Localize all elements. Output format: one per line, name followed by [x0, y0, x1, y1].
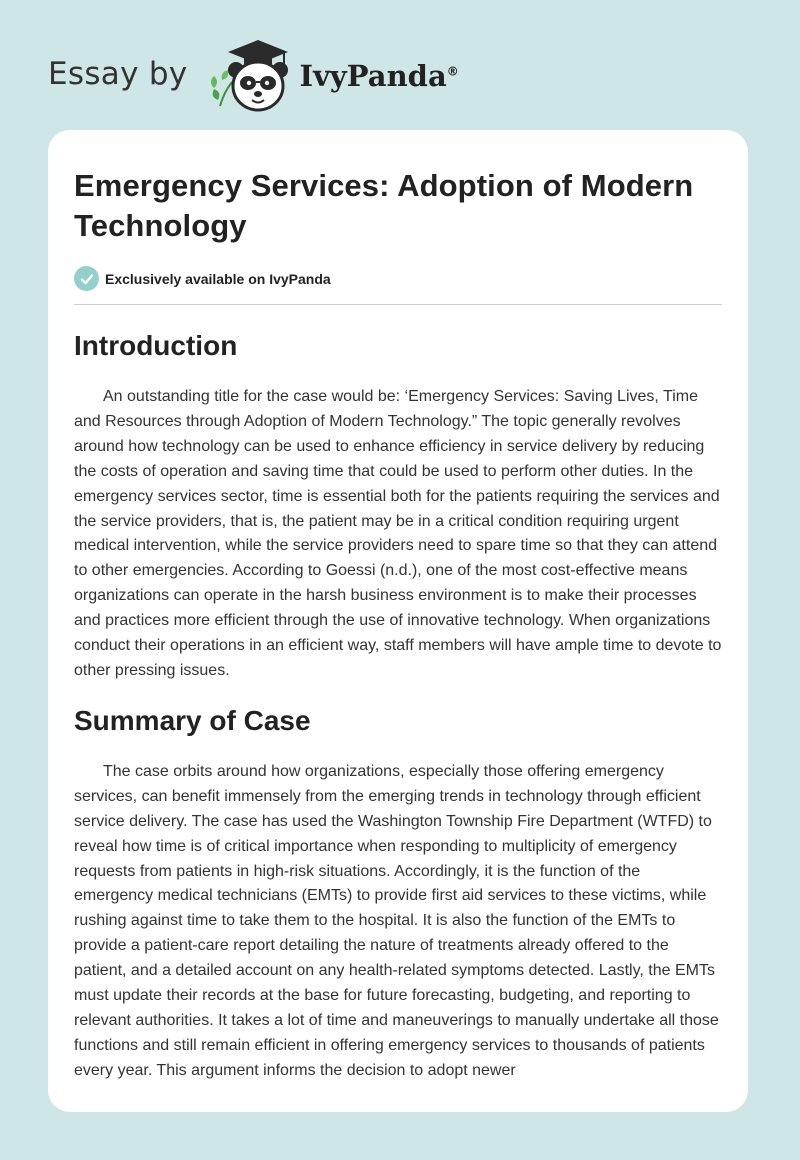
section-heading-summary: Summary of Case: [74, 704, 311, 736]
article-card: [48, 130, 748, 1112]
panda-logo-icon[interactable]: [204, 34, 296, 114]
section-heading-introduction: Introduction: [74, 330, 238, 361]
essay-by-label: Essay by: [48, 56, 188, 92]
title-divider: [74, 304, 722, 305]
section-body-summary: The case orbits around how organizations, especially those offering emergency services, can benefit immensely from the emerging trends in technology through efficient service delivery. The case has used the Washington Township Fire Department (WTFD) to reveal how time is of critical importance when responding to multiplicity of emergency requests from patients in high-risk situations. Accordingly, it is the function of the emergency medical technicians (EMTs) to provide first aid services to these victims, while rushing against time to take them to the hospital. It is also the function of the EMTs to provide a patient-care report detailing the nature of treatments already offered to the patient, and a detailed account on any health-related symptoms detected. Lastly, the EMTs must update their records at the base for future forecasting, budgeting, and reporting to relevant authorities. It takes a lot of time and maneuverings to manually undertake all those functions and still remain efficient in offering emergency services to thousands of patients every year. This argument informs the decision to adopt newer: [74, 762, 719, 1079]
exclusive-badge: [74, 266, 722, 291]
exclusive-badge-label: Exclusively available on IvyPanda: [105, 270, 331, 287]
site-header: [48, 34, 459, 114]
brand-name[interactable]: IvyPanda®: [299, 59, 459, 93]
check-circle-icon: [74, 266, 99, 291]
page-title: Emergency Services: Adoption of Modern Technology: [74, 168, 694, 243]
section-body-introduction: An outstanding title for the case would be: ‘Emergency Services: Saving Lives, Time and Resources through Adoption of Modern Technology.” The topic generally revolves around how technology can be used to enhance efficiency in service delivery by reducing the costs of operation and saving time that could be used to perform other duties. In the emergency services sector, time is essential both for the patients requiring the services and the service providers, that is, the patient may be in a critical condition requiring urgent medical intervention, while the service providers need to spare time so that they can attend to other emergencies. According to Goessi (n.d.), one of the most cost-effective means organizations can operate in the harsh business environment is to make their processes and practices more efficient through the use of innovative technology. When organizations conduct their operations in an efficient way, staff members will have ample time to devote to other pressing issues.: [74, 388, 722, 679]
